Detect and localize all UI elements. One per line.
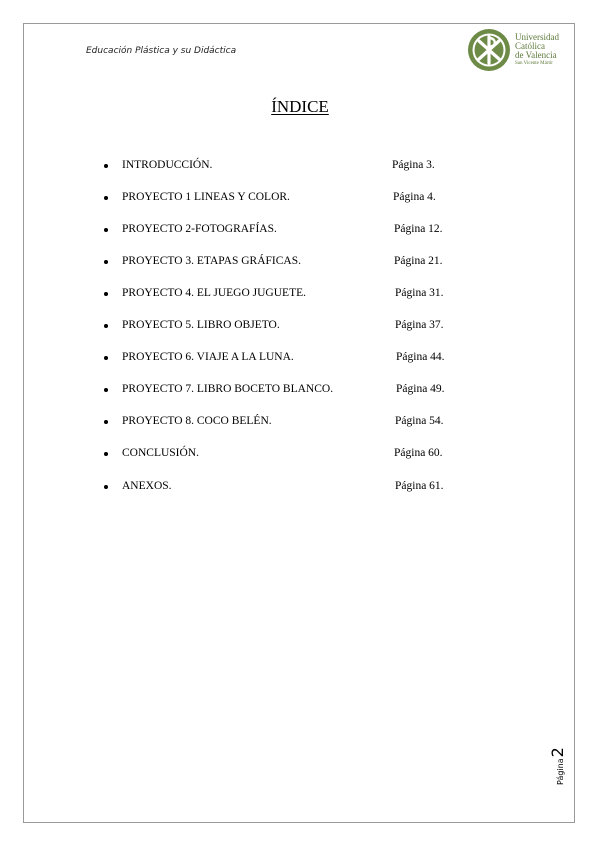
bullet-icon <box>104 292 108 296</box>
toc-item-page: Página 31. <box>395 287 444 299</box>
toc-item[interactable] <box>100 319 460 335</box>
toc-item-label: PROYECTO 5. LIBRO OBJETO. <box>122 319 280 331</box>
logo-line-1: Universidad <box>515 32 559 42</box>
toc-item-label: PROYECTO 7. LIBRO BOCETO BLANCO. <box>122 383 334 395</box>
toc-item[interactable] <box>100 383 460 399</box>
bullet-icon <box>104 356 108 360</box>
toc-item[interactable] <box>100 287 460 303</box>
toc-item-label: INTRODUCCIÓN. <box>122 159 213 171</box>
bullet-icon <box>104 485 108 489</box>
toc-item-page: Página 44. <box>396 351 445 363</box>
page-word: Página <box>556 758 565 785</box>
toc-item-page: Página 37. <box>395 319 444 331</box>
university-emblem-icon <box>467 28 511 72</box>
toc-item-label: PROYECTO 3. ETAPAS GRÁFICAS. <box>122 255 301 267</box>
toc-item-page: Página 21. <box>394 255 443 267</box>
toc-item-page: Página 3. <box>392 159 435 171</box>
toc-item-label: PROYECTO 2-FOTOGRAFÍAS. <box>122 223 277 235</box>
page-number-footer <box>548 735 578 785</box>
bullet-icon <box>104 260 108 264</box>
toc-item-page: Página 12. <box>394 223 443 235</box>
toc-item[interactable] <box>100 351 460 367</box>
bullet-icon <box>104 420 108 424</box>
bullet-icon <box>104 324 108 328</box>
logo-text <box>515 33 559 67</box>
university-logo <box>467 28 567 74</box>
toc-item-page: Página 4. <box>393 191 436 203</box>
page-title <box>0 97 600 117</box>
page-number: 2 <box>548 747 567 758</box>
page-title-text: ÍNDICE <box>271 97 329 116</box>
toc-item[interactable] <box>100 447 460 463</box>
bullet-icon <box>104 452 108 456</box>
bullet-icon <box>104 164 108 168</box>
toc-item-label: CONCLUSIÓN. <box>122 447 199 459</box>
toc-item[interactable] <box>100 159 460 175</box>
toc-item-page: Página 60. <box>394 447 443 459</box>
bullet-icon <box>104 228 108 232</box>
toc-item[interactable] <box>100 480 460 496</box>
toc-item-label: PROYECTO 4. EL JUEGO JUGUETE. <box>122 287 306 299</box>
toc-item-page: Página 49. <box>396 383 445 395</box>
running-header: Educación Plástica y su Didáctica <box>86 46 237 56</box>
logo-line-2: Católica <box>515 41 545 51</box>
toc-item-page: Página 61. <box>395 480 444 492</box>
toc-item[interactable] <box>100 191 460 207</box>
bullet-icon <box>104 196 108 200</box>
toc-item-label: ANEXOS. <box>122 480 172 492</box>
toc-item[interactable] <box>100 255 460 271</box>
toc-item-page: Página 54. <box>395 415 444 427</box>
logo-line-3: de Valencia <box>515 50 557 60</box>
toc-item[interactable] <box>100 415 460 431</box>
logo-line-4: San Vicente Mártir <box>515 61 553 66</box>
toc-item-label: PROYECTO 6. VIAJE A LA LUNA. <box>122 351 294 363</box>
page-number-rotated <box>548 747 567 785</box>
bullet-icon <box>104 388 108 392</box>
toc-item-label: PROYECTO 1 LINEAS Y COLOR. <box>122 191 290 203</box>
toc-item[interactable] <box>100 223 460 239</box>
toc-item-label: PROYECTO 8. COCO BELÉN. <box>122 415 272 427</box>
